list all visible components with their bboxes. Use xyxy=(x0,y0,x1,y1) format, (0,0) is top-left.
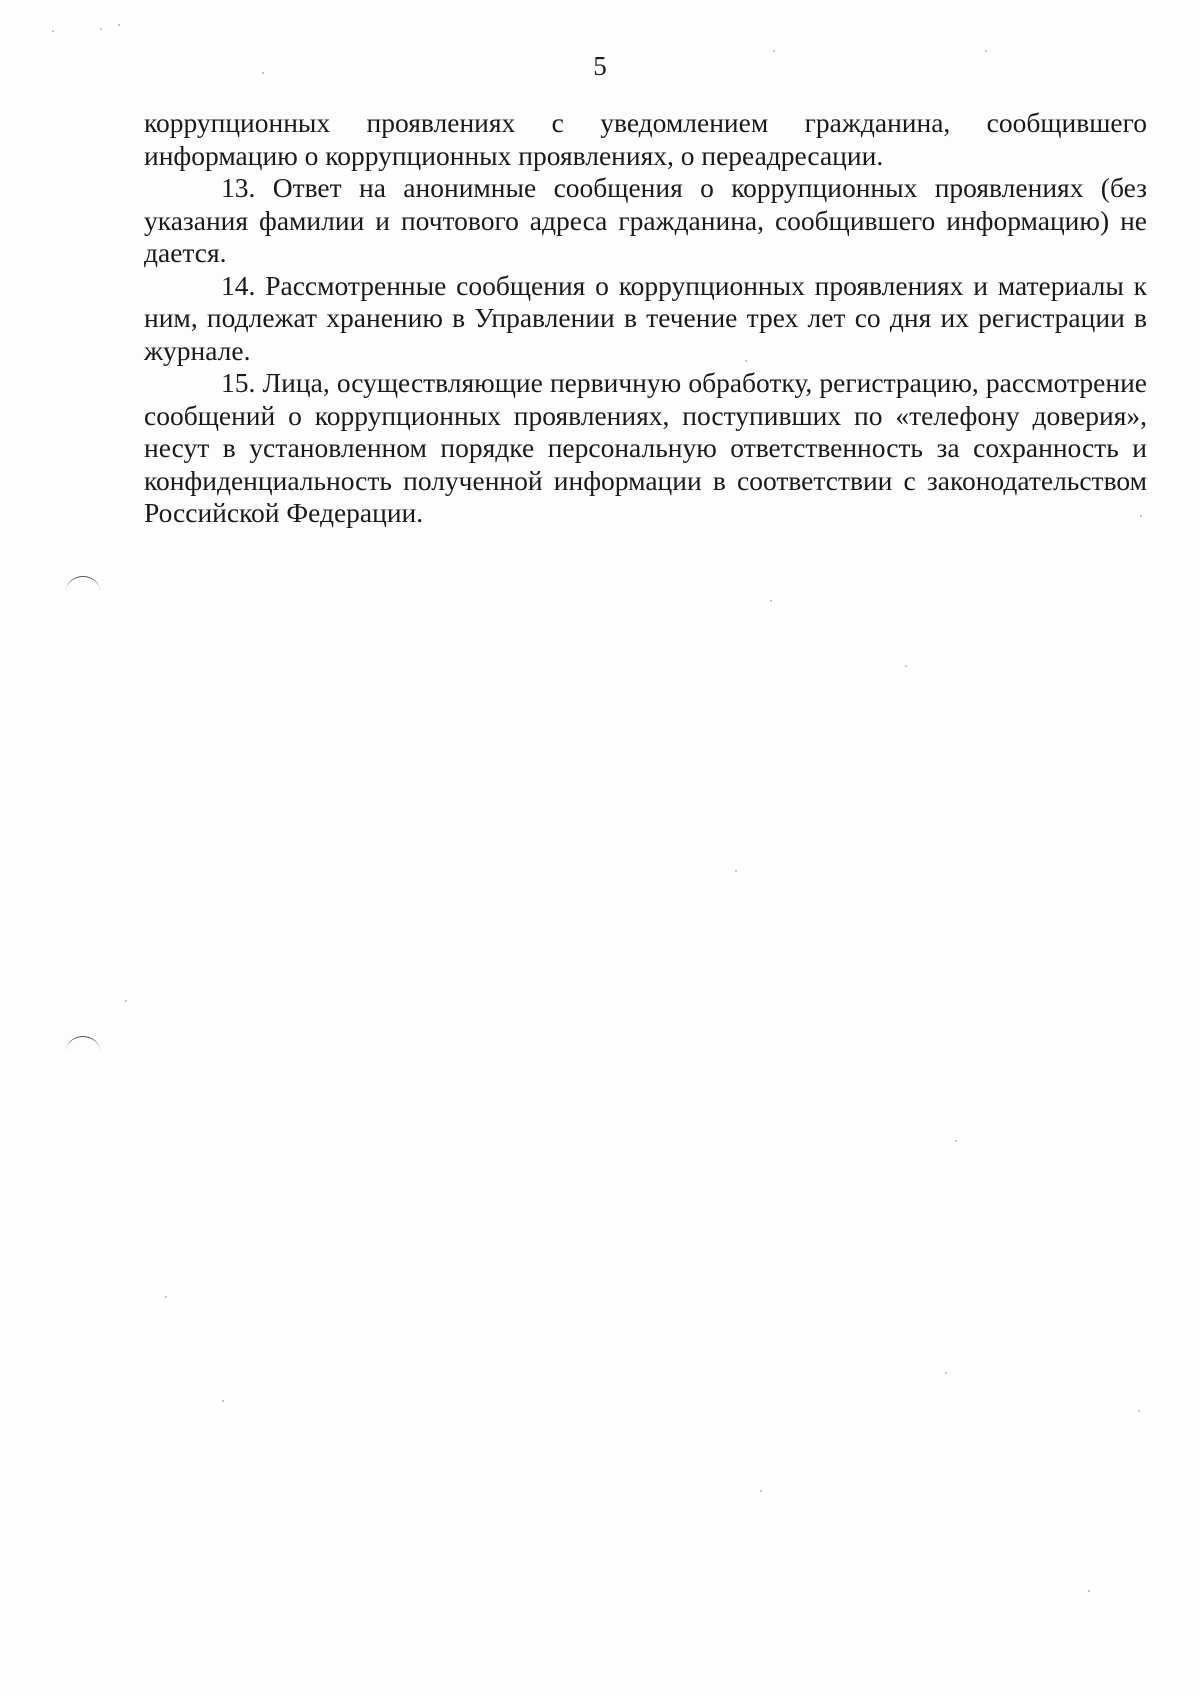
scan-speckle xyxy=(52,30,54,32)
page-number: 5 xyxy=(593,51,607,81)
scan-speckle xyxy=(955,1140,957,1142)
scan-speckle xyxy=(773,50,775,52)
scan-speckle xyxy=(735,870,737,872)
scan-speckle xyxy=(1140,515,1142,517)
scan-speckle xyxy=(905,665,907,667)
scan-speckle xyxy=(745,360,747,362)
scan-speckle xyxy=(118,24,120,26)
scan-speckle xyxy=(262,72,264,74)
scan-speckle xyxy=(1088,1590,1090,1592)
scan-artifact-mark xyxy=(66,1036,100,1051)
document-body xyxy=(144,107,1147,530)
paragraph-continuation: коррупционных проявлениях с уведомлением гражданина, сообщившего информацию о коррупционных проявлениях, о переадресации. xyxy=(144,107,1147,171)
paragraph-item-14: 14. Рассмотренные сообщения о коррупционных проявлениях и материалы к ним, подлежат хранению в Управлении в течение трех лет со дня их регистрации в журнале. xyxy=(144,269,1147,366)
paragraph-item-15: 15. Лица, осуществляющие первичную обработку, регистрацию, рассмотрение сообщений о коррупционных проявлениях, поступивших по «телефону доверия», несут в установленном порядке персональную ответственность за сохранность и конфиденциальность полученной информации в соответствии с законодательством Российской Федерации. xyxy=(144,367,1147,528)
scan-speckle xyxy=(760,1490,762,1492)
scan-speckle xyxy=(1138,1410,1140,1412)
scan-speckle xyxy=(100,28,102,30)
scan-speckle xyxy=(125,1000,127,1002)
paragraph-item-13: 13. Ответ на анонимные сообщения о коррупционных проявлениях (без указания фамилии и почтового адреса гражданина, сообщившего информацию) не дается. xyxy=(144,172,1147,268)
scan-artifact-mark xyxy=(66,576,100,591)
scan-speckle xyxy=(165,1296,167,1298)
scan-speckle xyxy=(945,1372,947,1374)
scan-speckle xyxy=(222,1400,224,1402)
scan-speckle xyxy=(985,50,987,52)
scan-speckle xyxy=(770,600,772,602)
